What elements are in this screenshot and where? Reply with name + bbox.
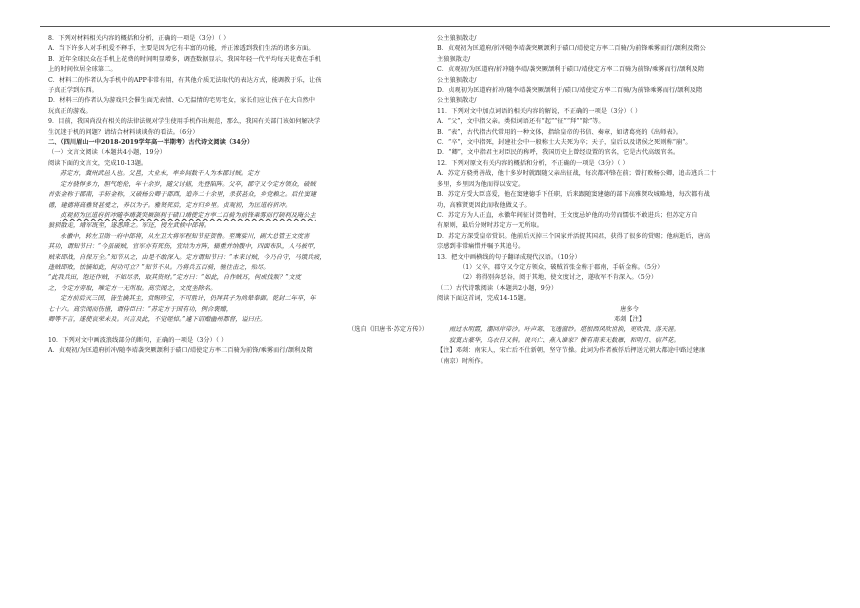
right-text-line: A．“父”，文中指父亲。类似词语还有“起”“征”“拜”“除”等。 <box>437 118 605 126</box>
right-column <box>437 34 822 367</box>
left-text-line: “此我兵田，饱还作贼，不如尽杀，取其资财。”定方曰：“如此，自作贼耳，何成伐叛？”文度 <box>48 274 302 282</box>
left-text-line: 其功，谓知节曰：“今虽破贼，官军亦有死伤，宜结为方阵，辎重并纳腹中，四面布队，人马被甲， <box>48 243 320 251</box>
right-text-line: 【注】邓剡：南宋人，宋亡后不仕新朝，坚守节操。此词为作者被俘后押送元朝大都途中路过建康 <box>437 347 706 355</box>
left-text-line: 生沉迷于机的问题？请结合材料谈谈你的看法。（6分） <box>48 128 199 136</box>
right-text-line: 13．把文中画横线的句子翻译成现代汉语。（10分） <box>437 253 581 261</box>
right-text-line: 寂寞古豪华，乌衣日又斜。说兴亡、燕入谁家？惟有南来无数雁，和明月、宿芦花。 <box>449 336 680 344</box>
left-text-line: （选自《旧唐书·苏定方传》） <box>347 326 428 334</box>
left-text-line: 逢贼即败，怯懦如此，何功可立？”知节不从。乃将兵五百骑，驰往击之，殆尽。 <box>48 263 270 271</box>
left-text-line: 9．目前，我国尚没有相关的法律法规对学生使用手机作出规范，那么，我国有关部门该如何解决学 <box>48 118 321 126</box>
left-text-line: 二、（四川眉山一中2018-2019学年高一半期考）古代诗文阅读（34分） <box>48 139 254 147</box>
left-text-line: 10．下列对文中画波浪线部分的断句，正确的一项是（3分）（ ） <box>48 336 228 344</box>
left-text-line: 首张金称于郡南，手斩金称，又破杨公卿于郡西，追奔二十余里，杀获甚众，乡党赖之。后仕窦建 <box>48 191 317 199</box>
right-text-line: 公主狼狈散走/ <box>437 97 477 105</box>
right-text-line: 有原则，最后分财时苏定方一无所取。 <box>437 222 544 230</box>
right-text-line: D．“卿”，文中指君主对臣民的称呼，我国历史上曾经设置的官名，它是古代高级官名。 <box>437 149 680 157</box>
left-text-line: A．当下许多人对手机爱不释手，主要是因为它有丰富的功能，并正渗透到我们生活的诸多方面。 <box>48 45 315 53</box>
right-text-line: 宗感到非常痛惜并嘱予其追号。 <box>437 243 525 251</box>
right-text-line: A．苏定方骁勇善战，他十多岁时就跟随父亲出征战，每次都冲锋在前；曾打败杨公卿，追击逃兵二十 <box>437 170 716 178</box>
right-text-line: 公主狼狈散走/ <box>437 76 477 84</box>
left-text-line: 定方骁悍多力，胆气绝伦，年十余岁，随父讨捕，先登陷阵。父卒，郡守又令定方领众，破贼 <box>60 180 316 188</box>
right-text-line: （二）古代诗歌阅读（本题共2小题，9分） <box>437 284 558 292</box>
right-text-line: 多里，乡里因为他而得以安定。 <box>437 180 525 188</box>
right-text-line: （2）将得别奔恶谷，阅于其地，使文度讨之，遂收军不肯深入。（5分） <box>459 274 658 282</box>
right-text-line: 阅读下面这首词，完成14-15题。 <box>437 295 530 303</box>
right-text-line: B．苏定方受大臣喜爱，他在窦建德手下任职，后来跟随窦建德的部下高雅贤攻城略地，每次都有战 <box>437 191 710 199</box>
right-text-line: B．“表”，古代指古代常用的一种文体，指给皇帝的书信、奏章，如诸葛亮的《出师表》。 <box>437 128 682 136</box>
left-text-line: 8．下列对材料相关内容的概括和分析，正确的一项是（3分）（ ） <box>48 35 230 42</box>
right-text-line: C．贞观初/为匡道府/折冲随李靖/袭突厥颉利于碛口/靖使定方率二百骑为前锋/乘雾而行/颉利及隋 <box>437 66 705 74</box>
left-text-line: 玩真正的游戏。 <box>48 107 92 115</box>
top-rule <box>40 26 830 27</box>
left-text-line: 七十六。高宗闻而伤惜，谓侍臣曰：“苏定方于国有功，例合褒赠， <box>48 305 233 313</box>
right-text-line: C．苏定方为人正直，永徽年间征讨贺鲁时，王文度忌妒他的功劳而懦怯不敢进兵；但苏定方自 <box>437 211 698 219</box>
left-text-line: 上的时间位居全球第二。 <box>48 66 117 74</box>
left-text-line: 永徽中，转左卫勋一府中郎将，从左卫大将军程知节征贺鲁。至鹰娑川，副大总管王文度害 <box>60 232 310 240</box>
right-text-line: B．贞观初为匡道府/折冲随李靖袭突厥颉利于碛口/靖使定方率二百骑/为前锋乘雾而行/颉利及隋公 <box>437 45 706 53</box>
right-text-line: 公主狼狈散走/ <box>437 35 477 42</box>
left-text-line: （一）文言文阅读（本题共4小题，19分） <box>48 149 166 157</box>
right-text-line: （南京）时所作。 <box>437 357 487 365</box>
left-text-line: 之，令定方旁取，唯定方一无所取。高宗闻之，文度坐除名。 <box>48 284 217 292</box>
right-text-line: 雨过水明霞，潮回岸带沙。叶声寒、飞透窗纱。堪恨西风吹世换，更吹我、落天涯。 <box>449 326 680 334</box>
left-text-line: 德，建德将高雅贤甚爱之，养以为子。雅贤死后，定方归乡里。贞观初，为匡道府折冲。 <box>48 201 292 209</box>
left-text-line: D．材料三的作者认为游戏只会催生面无表情、心无温情的宅男宅女，家长们应让孩子在大自然中 <box>48 97 315 105</box>
left-text-line: C．材料二的作者认为手机中的APP非常有用，有其他介质无法取代的表达方式，能调教于乐，让孩 <box>48 76 322 84</box>
right-text-line: D．贞观初为匡道府折冲/随李靖袭突厥颉利于/碛口/靖使定方率二百骑/为前锋乘雾而行/颉利及隋 <box>437 87 703 95</box>
left-text-line: B．近年全球民众在手机上花费的时间明显增多，调查数据显示，我国年轻一代平均每天花费在手机 <box>48 55 321 63</box>
right-text-line: 12．下列对原文有关内容的概括和分析，不正确的一项是（3分）（ ） <box>437 159 629 167</box>
right-text-line: 邓剡【注】 <box>613 315 646 323</box>
left-text-line: A．贞观初/为匡道府折冲/随李靖袭突厥颉利于碛口/靖使定方率二百骑为前锋/乘雾而行/颉利及隋 <box>48 347 313 355</box>
left-text-line: 苏定方，冀州武邑人也。父邕，大业末，率乡闾数千人为本郡讨贼。定方 <box>60 170 260 178</box>
right-text-line: （1）父卒，郡守又令定方领众，破贼首张金称于郡南，手斩金称。（5分） <box>459 263 664 271</box>
right-text-line: 唐多令 <box>620 305 639 313</box>
right-text-line: C．“卒”，文中指死，封建社会中一般称士大夫死为卒；天子，皇后以及诸侯之死则称“崩”。 <box>437 139 692 147</box>
left-text-line: 阅读下面的文言文，完成10-13题。 <box>48 159 148 167</box>
left-text-line: 子真正学到东西。 <box>48 87 98 95</box>
left-text-line: 贼来即战，自保万全。”知节从之，由是不敢深入。定方谓知节曰：“本来讨贼，今乃自守，马饿兵疲， <box>48 253 326 261</box>
right-text-line: 功，高雅贤更因此而收他做义子。 <box>437 201 531 209</box>
right-text-line: D．苏定方深受皇帝赏识。他前后灭掉三个国家并活捉其国君，获得了很多的赏赐；他病逝后，唐高 <box>437 232 711 240</box>
left-text-line: 卿等不言，遂使哀荣未及。兴言及此，不觉嗟悼。”遽下诏赠幽州都督，谥曰庄。 <box>48 315 267 323</box>
left-text-line: 贞观初为匡道府折冲随李靖袭突厥颉利于碛口靖使定方率二百骑为前锋乘雾而行颉利及隋公主 <box>60 211 316 219</box>
left-column <box>48 34 428 357</box>
right-text-line: 主狼狈散走/ <box>437 55 471 63</box>
left-text-line: 狼狈散走，靖军既至，遂悉降之。军还，授左武候中郎将。 <box>48 222 211 230</box>
right-text-line: 11．下列对文中加点词语的相关内容的解说，不正确的一项是（3分）（ ） <box>437 107 642 115</box>
left-text-line: 定方前后灭三国，皆生擒其主，赏赐珍宝，不可胜计，仍拜其子为尚辇奉御。乾封二年卒，年 <box>60 295 316 303</box>
